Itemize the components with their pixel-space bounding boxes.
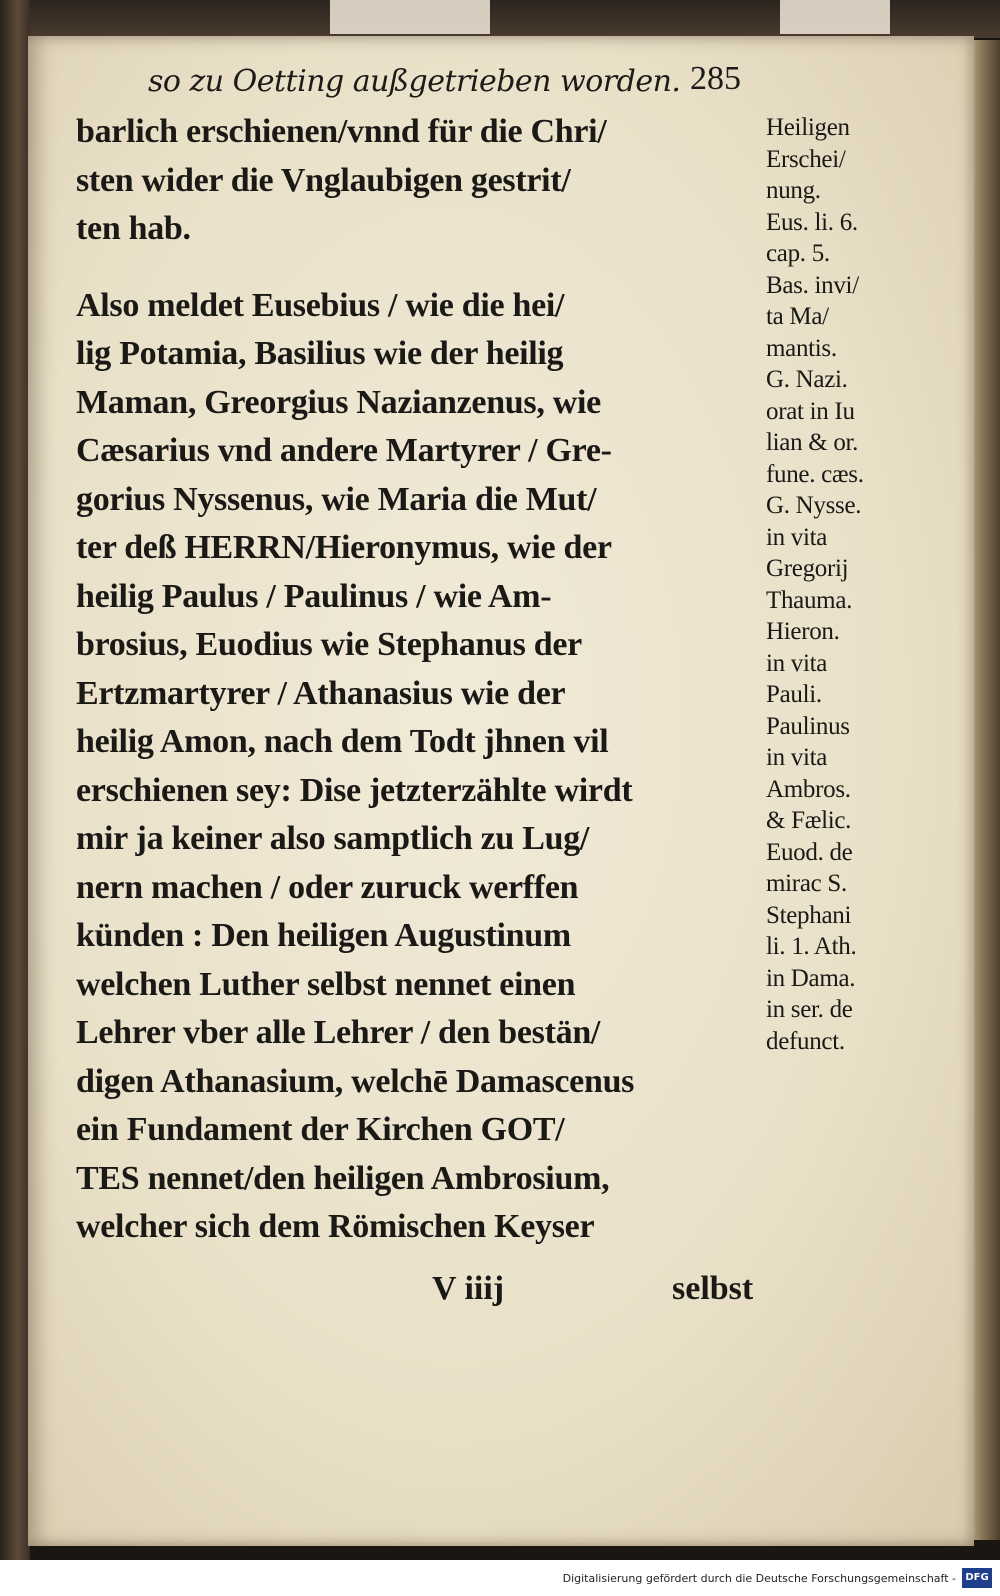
text-line: welchen Luther selbst nennet einen [76, 965, 576, 1003]
margin-note-line: Paulinus [766, 712, 850, 740]
margin-note-line: G. Nazi. [766, 366, 848, 393]
dfg-logo: DFG [962, 1568, 992, 1588]
text-line: digen Athanasium, welchē Damascenus [76, 1062, 635, 1100]
margin-note-line: Pauli. [766, 681, 822, 708]
text-line: brosius, Euodius wie Stephanus der [76, 626, 582, 663]
margin-note-line: ta Ma/ [766, 303, 829, 330]
margin-note-line: Hieron. [766, 618, 840, 645]
text-line: gorius Nyssenus, wie Maria die Mut/ [76, 480, 597, 518]
text-line: sten wider die Vnglaubigen gestrit/ [76, 161, 571, 199]
margin-note-line: in Dama. [766, 964, 856, 992]
margin-note-line: orat in Iu [766, 397, 855, 425]
margin-note-line: in ser. de [766, 996, 853, 1023]
paper-tape [780, 0, 890, 34]
text-line: heilig Amon, nach dem Todt jhnen vil [76, 723, 609, 760]
margin-note-line: Ambros. [766, 775, 851, 803]
text-line: Lehrer vber alle Lehrer / den bestän/ [76, 1014, 601, 1051]
margin-note-line: mantis. [766, 334, 837, 362]
margin-note-line: G. Nysse. [766, 492, 862, 519]
text-line: künden : Den heiligen Augustinum [76, 917, 571, 954]
margin-note-line: Bas. invi/ [766, 271, 859, 299]
text-line: Maman, Greorgius Nazianzenus, wie [76, 383, 601, 421]
page-number: 285 [690, 60, 741, 97]
margin-notes [766, 112, 966, 1057]
margin-note-line: mirac S. [766, 870, 847, 897]
text-line: nern machen / oder zuruck werffen [76, 868, 579, 906]
signature-mark: V iiij [432, 1270, 505, 1307]
margin-note-line: li. 1. Ath. [766, 933, 857, 960]
margin-note-line: in vita [766, 649, 828, 677]
running-head: so zu Oetting außgetrieben worden. [148, 64, 681, 99]
margin-note-line: Stephani [766, 901, 852, 929]
text-line: ter deß HERRN/Hieronymus, wie der [76, 529, 612, 566]
text-line: erschienen sey: Dise jetzterzählte wirdt [76, 771, 633, 809]
margin-note-line: Euod. de [766, 838, 853, 866]
text-line: Cæsarius vnd andere Martyrer / Gre- [76, 432, 612, 469]
catchword: selbst [672, 1270, 754, 1307]
text-line: welcher sich dem Römischen Keyser [76, 1208, 595, 1245]
margin-note-line: cap. 5. [766, 240, 830, 267]
margin-note-line: fune. cæs. [766, 460, 864, 488]
main-text-block [76, 108, 766, 1252]
text-line: barlich erschienen/vnnd für die Chri/ [76, 113, 607, 150]
funding-credit: Digitalisierung gefördert durch die Deutsche Forschungsgemeinschaft - [562, 1572, 956, 1585]
margin-note-line: nung. [766, 177, 821, 204]
margin-note-line: Heiligen [766, 114, 850, 141]
text-line: mir ja keiner also samptlich zu Lug/ [76, 820, 590, 857]
text-line: TES nennet/den heiligen Ambrosium, [76, 1159, 610, 1197]
text-line: Ertzmartyrer / Athanasius wie der [76, 674, 566, 712]
text-line: ein Fundament der Kirchen GOT/ [76, 1111, 565, 1148]
margin-note-line: defunct. [766, 1027, 845, 1055]
margin-note-line: Eus. li. 6. [766, 208, 858, 236]
paper-tape [330, 0, 490, 34]
text-line: lig Potamia, Basilius wie der heilig [76, 335, 564, 372]
book-binding [0, 0, 30, 1560]
margin-note-line: Gregorij [766, 555, 849, 582]
margin-note-line: lian & or. [766, 429, 859, 456]
margin-note-line: & Fælic. [766, 807, 852, 834]
text-line [76, 254, 766, 282]
text-line: ten hab. [76, 210, 191, 247]
text-line: heilig Paulus / Paulinus / wie Am- [76, 577, 552, 615]
margin-note-line: in vita [766, 523, 828, 551]
margin-note-line: in vita [766, 744, 828, 771]
margin-note-line: Erschei/ [766, 145, 846, 173]
text-line: Also meldet Eusebius / wie die hei/ [76, 286, 565, 324]
margin-note-line: Thauma. [766, 586, 853, 614]
